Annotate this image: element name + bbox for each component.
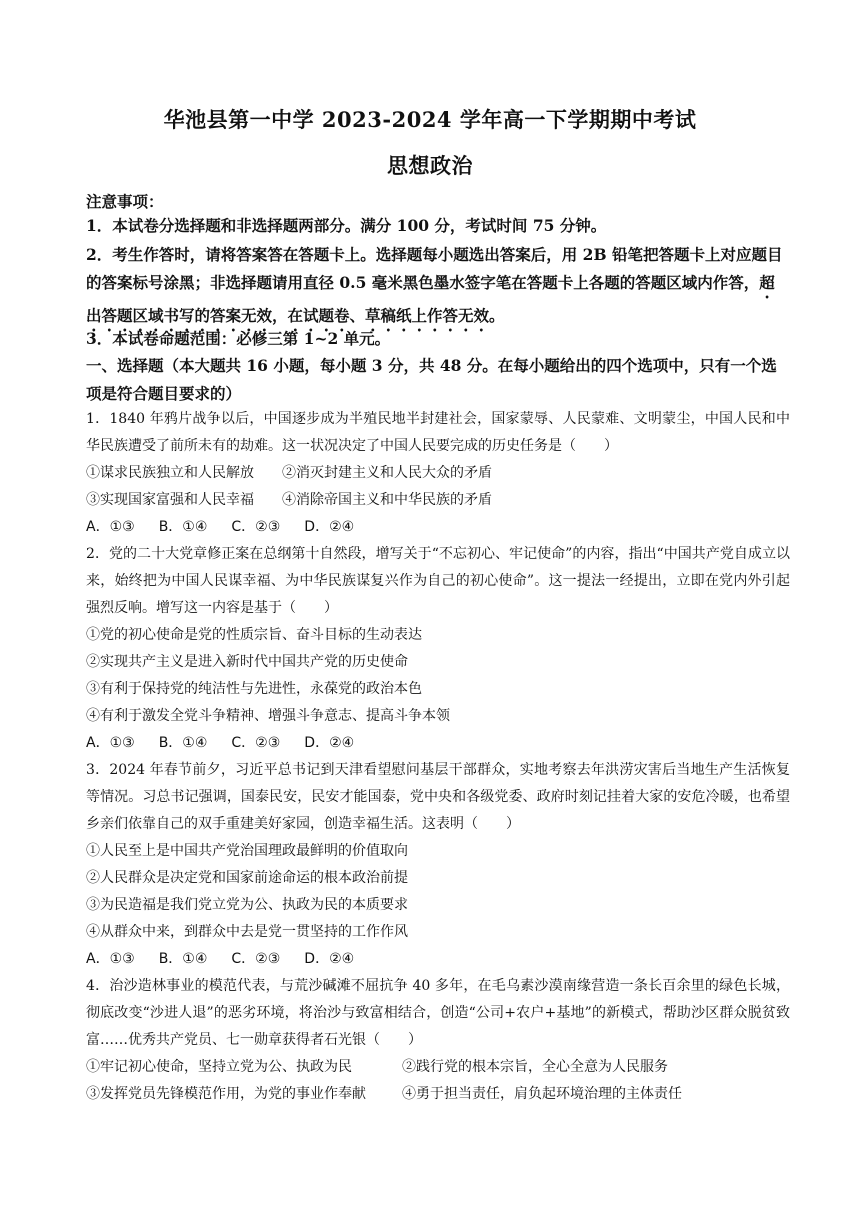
subject-title: 思想政治 — [387, 153, 473, 178]
question-2-option-4: ④有利于激发全党斗争精神、增强斗争意志、提高斗争本领 — [86, 708, 450, 724]
question-3-choices — [86, 946, 378, 973]
question-1-option-1: ①谋求民族独立和人民解放 — [86, 465, 254, 481]
question-1-choice-a: A．①③ — [86, 519, 135, 535]
question-4-option-1: ①牢记初心使命，坚持立党为公、执政为民 — [86, 1059, 352, 1075]
question-1-stem: 1．1840 年鸦片战争以后，中国逐步成为半殖民地半封建社会，国家蒙辱、人民蒙难、文明蒙尘，中国人民和中华民族遭受了前所未有的劫难。这一状况决定了中国人民要完成的历史任务是（ ） — [86, 411, 790, 454]
section-heading: 一、选择题（本大题共 16 小题，每小题 3 分，共 48 分。在每小题给出的四个选项中，只有一个选项是符合题目要求的） — [86, 356, 777, 403]
question-1-choice-d: D．②④ — [304, 519, 355, 535]
notice-item-2 — [86, 241, 786, 335]
question-1-choice-b: B．①④ — [158, 519, 208, 535]
notice-item-2-emphasis-2: 在试题卷、草稿纸上作答无效 — [287, 306, 490, 325]
question-4-option-3: ③发挥党员先锋模范作用，为党的事业作奉献 — [86, 1086, 366, 1102]
notice-heading: 注意事项： — [86, 192, 164, 211]
question-4-option-4: ④勇于担当责任，肩负起环境治理的主体责任 — [402, 1086, 682, 1102]
question-4-stem: 4．治沙造林事业的模范代表，与荒沙碱滩不屈抗争 40 多年，在毛乌素沙漠南缘营造一条长百余里的绿色长城，彻底改变“沙进人退”的恶劣环境，将治沙与致富相结合，创造“公司+农户+基地”的新模式，帮助沙区群众脱贫致富……优秀共产党员、七一勋章获得者石光银（ ） — [86, 978, 790, 1048]
notice-item-2-comma: ， — [272, 306, 288, 325]
question-4-option-2: ②践行党的根本宗旨，全心全意为人民服务 — [402, 1059, 668, 1075]
question-2-choice-d: D．②④ — [304, 735, 355, 751]
question-1-option-3: ③实现国家富强和人民幸福 — [86, 492, 254, 508]
question-3-stem: 3．2024 年春节前夕，习近平总书记到天津看望慰问基层干部群众，实地考察去年洪涝灾害后当地生产生活恢复等情况。习总书记强调，国泰民安，民安才能国泰，党中央和各级党委、政府时刻记挂着大家的安危冷暖，也希望乡亲们依靠自己的双手重建美好家园，创造幸福生活。这表明（ ） — [86, 762, 790, 832]
question-2-option-3: ③有利于保持党的纯洁性与先进性，永葆党的政治本色 — [86, 681, 422, 697]
question-2-stem: 2．党的二十大党章修正案在总纲第十自然段，增写关于“不忘初心、牢记使命”的内容，指出“中国共产党自成立以来，始终把为中国人民谋幸福、为中华民族谋复兴作为自己的初心使命”。这一提法一经提出，立即在党内外引起强烈反响。增写这一内容是基于（ ） — [86, 546, 790, 616]
notice-item-1: 1．本试卷分选择题和非选择题两部分。满分 100 分，考试时间 75 分钟。 — [86, 216, 607, 235]
question-2-choice-c: C．②③ — [231, 735, 281, 751]
question-3-option-1: ①人民至上是中国共产党治国理政最鲜明的价值取向 — [86, 843, 408, 859]
notice-item-2-emphasis-1: 超出答题区域书写的答案无效 — [86, 273, 775, 325]
question-3-choice-a: A．①③ — [86, 951, 135, 967]
question-2-choice-b: B．①④ — [158, 735, 208, 751]
question-2-option-2: ②实现共产主义是进入新时代中国共产党的历史使命 — [86, 654, 408, 670]
question-1-option-4: ④消除帝国主义和中华民族的矛盾 — [282, 492, 492, 508]
question-1-option-2: ②消灭封建主义和人民大众的矛盾 — [282, 465, 492, 481]
notice-item-2-text: 2．考生作答时，请将答案答在答题卡上。选择题每小题选出答案后，用 2B 铅笔把答题卡上对应题目的答案标号涂黑；非选择题请用直径 0.5 毫米黑色墨水签字笔在答题卡上各题的答题区域内作答， — [86, 245, 783, 292]
question-2-choices — [86, 730, 378, 757]
question-3-choice-d: D．②④ — [304, 951, 355, 967]
question-2-option-1: ①党的初心使命是党的性质宗旨、奋斗目标的生动表达 — [86, 627, 422, 643]
notice-item-2-period: 。 — [489, 306, 505, 325]
question-3-choice-b: B．①④ — [158, 951, 208, 967]
question-2-choice-a: A．①③ — [86, 735, 135, 751]
question-3-choice-c: C．②③ — [231, 951, 281, 967]
question-3-option-4: ④从群众中来，到群众中去是党一贯坚持的工作作风 — [86, 924, 408, 940]
notice-item-3: 3．本试卷命题范围：必修三第 1~2 单元。 — [86, 329, 391, 348]
question-3-option-2: ②人民群众是决定党和国家前途命运的根本政治前提 — [86, 870, 408, 886]
question-1-choice-c: C．②③ — [231, 519, 281, 535]
question-3-option-3: ③为民造福是我们党立党为公、执政为民的本质要求 — [86, 897, 408, 913]
question-1-choices — [86, 514, 378, 541]
exam-title: 华池县第一中学 2023-2024 学年高一下学期期中考试 — [163, 107, 697, 132]
